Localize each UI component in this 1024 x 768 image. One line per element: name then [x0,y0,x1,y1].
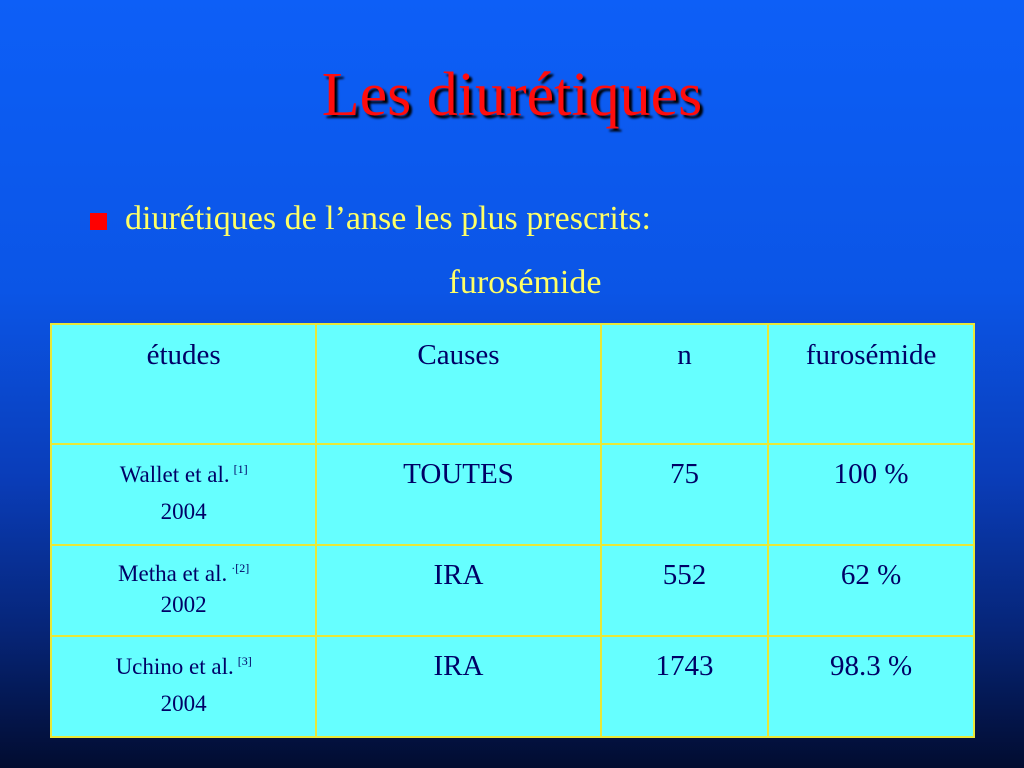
drug-name: furosémide [448,264,602,301]
cause-cell: TOUTES [316,444,600,545]
n-cell: 75 [601,444,769,545]
square-bullet-icon [90,213,107,230]
header-studies: études [51,324,316,444]
study-year: 2004 [160,690,207,716]
studies-table [50,323,975,738]
study-cell [51,545,316,636]
study-author: Wallet et al. [119,462,230,487]
study-author: Metha et al. [118,561,228,586]
table-row [51,636,974,737]
table-row [51,444,974,545]
table-row [51,545,974,636]
study-year: 2002 [160,592,207,618]
n-cell: 1743 [601,636,769,737]
cause-cell: IRA [316,545,600,636]
study-ref: [3] [237,654,252,668]
table-header-row [51,324,974,444]
study-cell [51,444,316,545]
study-cell [51,636,316,737]
study-ref: ·[2] [231,561,250,575]
bullet-text: diurétiques de l’anse les plus prescrits: [125,200,651,237]
percent-cell: 98.3 % [768,636,974,737]
study-year: 2004 [160,498,207,524]
bullet-item [90,200,651,238]
header-causes: Causes [316,324,600,444]
header-furosemide: furosémide [768,324,974,444]
header-n: n [601,324,769,444]
study-ref: [1] [233,462,248,476]
percent-cell: 62 % [768,545,974,636]
n-cell: 552 [601,545,769,636]
percent-cell: 100 % [768,444,974,545]
study-author: Uchino et al. [115,654,234,679]
cause-cell: IRA [316,636,600,737]
slide-title: Les diurétiques [321,61,703,129]
